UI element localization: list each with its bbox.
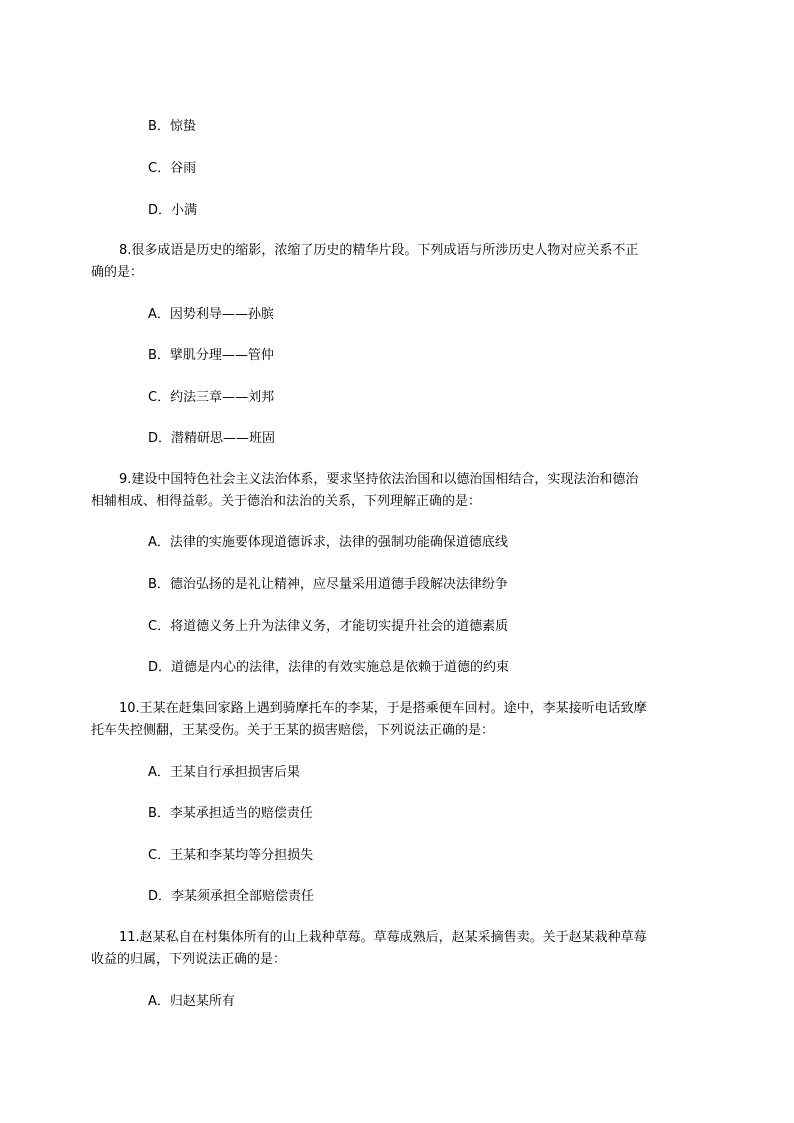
option-letter: B． [148, 806, 170, 821]
q7-option-d [148, 202, 197, 220]
q9-option-d [148, 659, 509, 677]
q11-option-a [148, 993, 235, 1011]
q8-option-a [148, 306, 274, 324]
q10-option-b [148, 805, 313, 823]
option-letter: D． [148, 889, 172, 904]
option-text: 道德是内心的法律，法律的有效实施总是依赖于道德的约束 [171, 660, 510, 675]
option-letter: C． [148, 619, 171, 634]
q7-option-c [148, 160, 196, 178]
option-letter: A． [148, 765, 170, 780]
option-text: 惊蛰 [169, 119, 196, 134]
option-letter: B． [148, 119, 170, 134]
option-letter: A． [148, 307, 170, 322]
option-text: 德治弘扬的是礼让精神，应尽量采用道德手段解决法律纷争 [169, 577, 508, 592]
option-text: 擘肌分理——管仲 [169, 348, 274, 363]
q10-stem: 10.王某在赶集回家路上遇到骑摩托车的李某，于是搭乘便车回村。途中，李某接听电话致摩托车失控侧翻，王某受伤。关于王某的损害赔偿，下列说法正确的是： [91, 701, 647, 738]
option-text: 潜精研思——班固 [171, 431, 276, 446]
option-text: 约法三章——刘邦 [170, 390, 275, 405]
q8-stem: 8.很多成语是历史的缩影，浓缩了历史的精华片段。下列成语与所涉历史人物对应关系不正确的是： [91, 243, 639, 280]
option-text: 小满 [171, 203, 198, 218]
q11-stem: 11.赵某私自在村集体所有的山上栽种草莓。草莓成熟后，赵某采摘售卖。关于赵某栽种草莓收益的归属，下列说法正确的是： [91, 930, 647, 967]
option-text: 因势利导——孙膑 [169, 307, 274, 322]
option-letter: B． [148, 348, 170, 363]
q9-option-a [148, 534, 508, 552]
option-text: 李某承担适当的赔偿责任 [169, 806, 313, 821]
option-letter: A． [148, 994, 170, 1009]
option-letter: D． [148, 203, 172, 218]
option-text: 王某和李某均等分担损失 [170, 848, 314, 863]
option-letter: C． [148, 848, 171, 863]
q8-option-d [148, 430, 275, 448]
q10-option-d [148, 888, 314, 906]
option-text: 将道德义务上升为法律义务，才能切实提升社会的道德素质 [170, 619, 509, 634]
option-letter: C． [148, 390, 171, 405]
option-text: 法律的实施要体现道德诉求，法律的强制功能确保道德底线 [169, 535, 508, 550]
q10-option-a [148, 764, 300, 782]
option-letter: B． [148, 577, 170, 592]
option-text: 归赵某所有 [169, 994, 235, 1009]
option-text: 李某须承担全部赔偿责任 [171, 889, 315, 904]
q10-option-c [148, 847, 313, 865]
option-letter: C． [148, 161, 171, 176]
option-letter: D． [148, 431, 172, 446]
option-letter: D． [148, 660, 172, 675]
option-letter: A． [148, 535, 170, 550]
q8-option-c [148, 389, 274, 407]
option-text: 谷雨 [170, 161, 197, 176]
q7-option-b [148, 118, 196, 136]
q9-stem: 9.建设中国特色社会主义法治体系，要求坚持依法治国和以德治国相结合，实现法治和德治相辅相成、相得益彰。关于德治和法治的关系，下列理解正确的是： [91, 472, 639, 509]
q9-option-c [148, 618, 508, 636]
q9-option-b [148, 576, 508, 594]
option-text: 王某自行承担损害后果 [169, 765, 300, 780]
q8-option-b [148, 347, 274, 365]
